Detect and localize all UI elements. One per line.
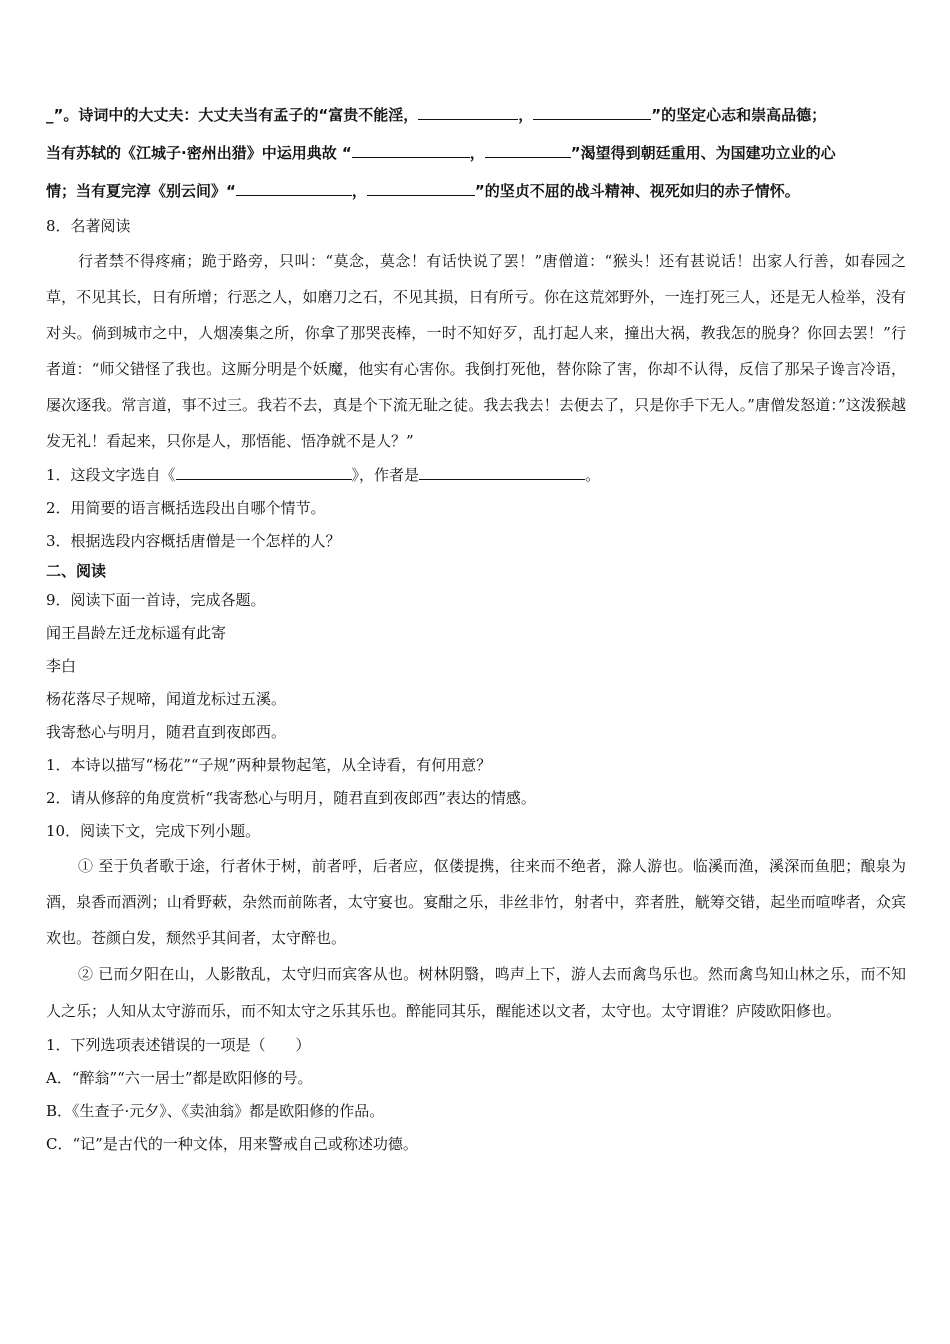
text: 。: [585, 466, 601, 484]
answer-blank[interactable]: [352, 141, 470, 158]
answer-blank[interactable]: [419, 463, 585, 480]
q9-title: 9．阅读下面一首诗，完成各题。: [46, 591, 266, 609]
q10-paragraph-2: ② 已而夕阳在山，人影散乱，太守归而宾客从也。树林阴翳，鸣声上下，游人去而禽鸟乐也。然而禽鸟知山林之乐，而不知人之乐；人知从太守游而乐，而不知太守之乐其乐也。醉能同其乐，醒能述以文者，太守也。太守谓谁？庐陵欧阳修也。: [46, 965, 906, 1020]
text: ，: [518, 106, 534, 124]
text: 1．这段文字选自《: [46, 466, 176, 484]
answer-blank[interactable]: [176, 463, 352, 480]
text: ，: [351, 182, 367, 200]
text: 》，作者是: [351, 466, 420, 484]
poem-author: 李白: [46, 657, 77, 675]
poem-line-2: 我寄愁心与明月，随君直到夜郎西。: [46, 723, 287, 741]
intro-line-1: [46, 96, 906, 134]
answer-blank[interactable]: [533, 103, 651, 120]
text: ”渴望得到朝廷重用、为国建功立业的心: [570, 144, 836, 162]
q9-sub2: 2．请从修辞的角度赏析“我寄愁心与明月，随君直到夜郎西”表达的情感。: [46, 789, 536, 807]
section-heading: 二、阅读: [46, 562, 107, 580]
option-a: A．“醉翁”“六一居士”都是欧阳修的号。: [46, 1069, 313, 1087]
option-c: C．“记”是古代的一种文体，用来警戒自己或称述功德。: [46, 1135, 418, 1153]
text: _”。诗词中的大丈夫：大丈夫当有孟子的“富贵不能淫，: [46, 106, 419, 124]
answer-blank[interactable]: [418, 103, 518, 120]
q10-paragraph-1: ① 至于负者歌于途，行者休于树，前者呼，后者应，伛偻提携，往来而不绝者，滁人游也。临溪而渔，溪深而鱼肥；酿泉为酒，泉香而酒洌；山肴野蔌，杂然而前陈者，太守宴也。宴酣之乐，非丝非竹，射者中，弈者胜，觥筹交错，起坐而喧哗者，众宾欢也。苍颜白发，颓然乎其间者，太守醉也。: [46, 857, 906, 947]
q10-sub1: 1．下列选项表述错误的一项是（ ）: [46, 1036, 311, 1054]
text: 情；当有夏完淳《别云间》“: [46, 182, 236, 200]
intro-line-3: [46, 172, 906, 210]
text: ，: [469, 144, 485, 162]
poem-title: 闻王昌龄左迁龙标遥有此寄: [46, 624, 227, 642]
text: ”的坚贞不屈的战斗精神、视死如归的赤子情怀。: [474, 182, 800, 200]
answer-blank[interactable]: [236, 179, 352, 196]
poem-line-1: 杨花落尽子规啼，闻道龙标过五溪。: [46, 690, 287, 708]
answer-blank[interactable]: [485, 141, 571, 158]
q8-passage: 行者禁不得疼痛；跪于路旁，只叫：“莫念，莫念！有话快说了罢！”唐僧道：“猴头！还有甚说话！出家人行善，如春园之草，不见其长，日有所增；行恶之人，如磨刀之石，不见其损，日有所亏。你在这荒郊野外，一连打死三人，还是无人检举，没有对头。倘到城市之中，人烟凑集之所，你拿了那哭丧棒，一时不知好歹，乱打起人来，撞出大祸，教我怎的脱身？你回去罢！”行者道：“师父错怪了我也。这厮分明是个妖魔，他实有心害你。我倒打死他，替你除了害，你却不认得，反信了那呆子谗言冷语，屡次逐我。常言道，事不过三。我若不去，真是个下流无耻之徒。我去我去！去便去了，只是你手下无人。”唐僧发怒道：”这泼猴越发无礼！看起来，只你是人，那悟能、悟净就不是人？”: [46, 252, 906, 450]
document-page: [46, 96, 906, 1161]
text: 当有苏轼的《江城子·密州出猎》中运用典故 “: [46, 144, 352, 162]
q10-title: 10．阅读下文，完成下列小题。: [46, 822, 261, 840]
q8-sub3: 3．根据选段内容概括唐僧是一个怎样的人？: [46, 532, 341, 550]
q9-sub1: 1．本诗以描写“杨花”“子规”两种景物起笔，从全诗看，有何用意？: [46, 756, 492, 774]
q8-sub1: [46, 459, 906, 492]
answer-blank[interactable]: [367, 179, 475, 196]
intro-line-2: [46, 134, 906, 172]
q8-sub2: 2．用简要的语言概括选段出自哪个情节。: [46, 499, 326, 517]
option-b: B．《生查子·元夕》、《卖油翁》都是欧阳修的作品。: [46, 1102, 385, 1120]
q8-title: 8．名著阅读: [46, 217, 131, 235]
text: ”的坚定心志和崇高品德；: [651, 106, 827, 124]
